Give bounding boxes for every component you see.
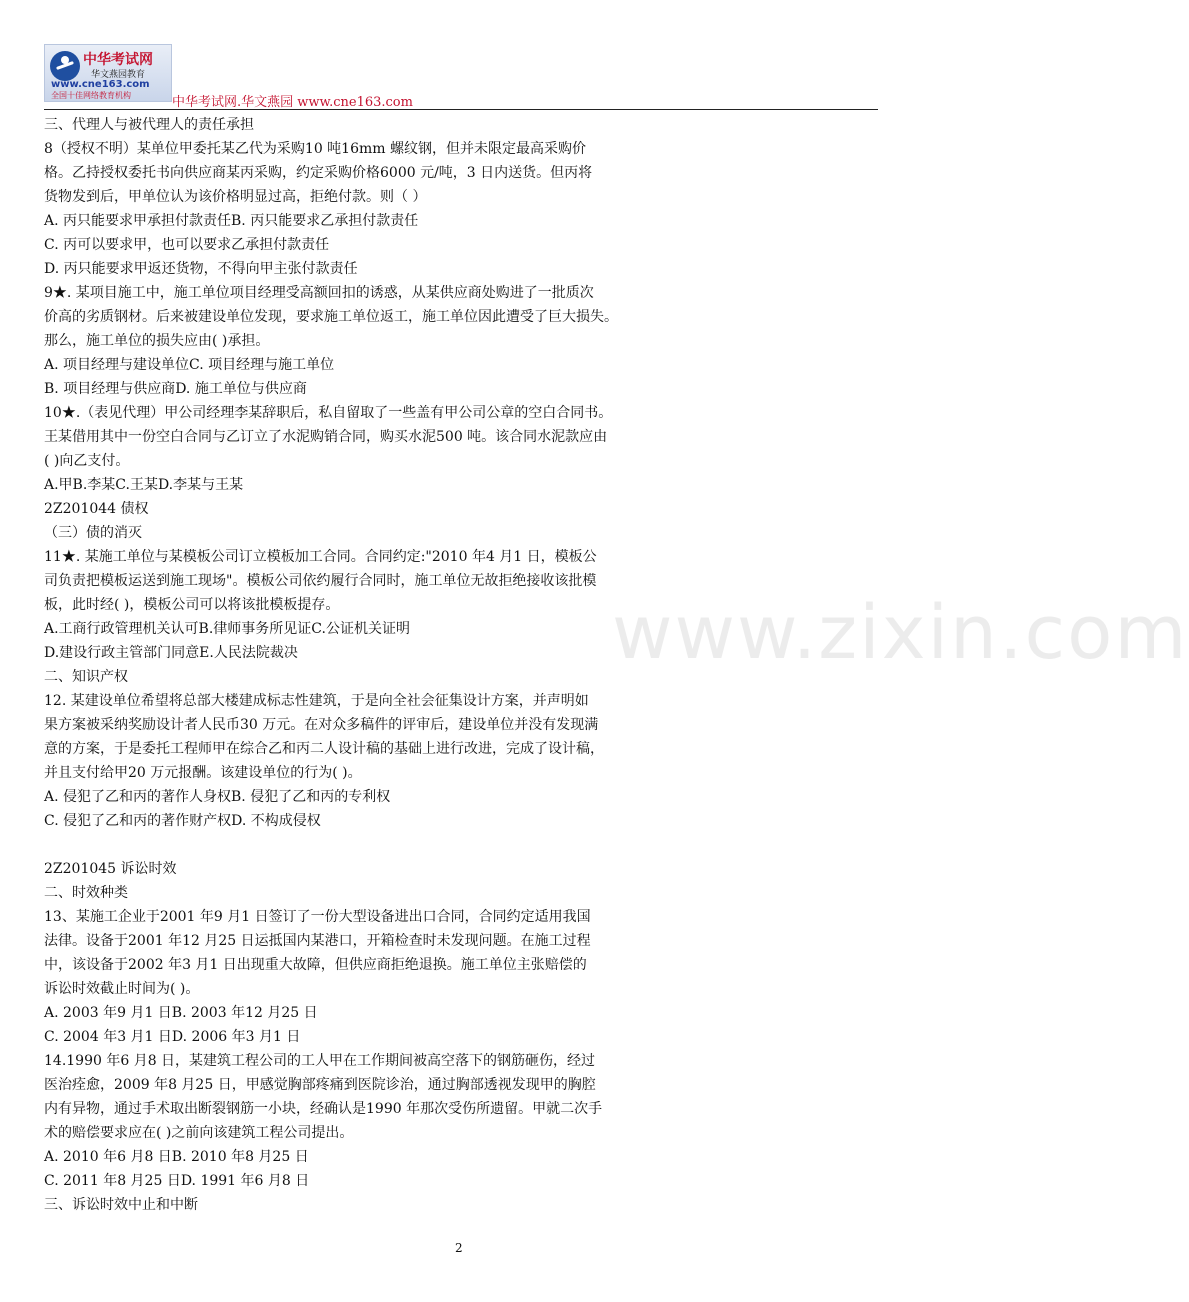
option-line: B. 项目经理与供应商D. 施工单位与供应商 — [44, 381, 307, 397]
section-heading: 三、诉讼时效中止和中断 — [44, 1197, 198, 1213]
site-logo[interactable] — [44, 44, 172, 102]
logo-url: www.cne163.com — [51, 79, 150, 90]
question-13-line: 法律。设备于2001 年12 月25 日运抵国内某港口，开箱检查时未发现问题。在施工过程 — [44, 933, 591, 949]
option-line: A. 侵犯了乙和丙的著作人身权B. 侵犯了乙和丙的专利权 — [44, 789, 391, 805]
question-8-line: 格。乙持授权委托书向供应商某丙采购，约定采购价格6000 元/吨，3 日内送货。但丙将 — [44, 165, 593, 181]
subsection-heading: 二、时效种类 — [44, 885, 128, 901]
section-heading: 二、知识产权 — [44, 669, 128, 685]
option-line: A.甲B.李某C.王某D.李某与王某 — [44, 477, 244, 493]
option-line: D.建设行政主管部门同意E.人民法院裁决 — [44, 645, 298, 661]
logo-tagline: 全国十佳网络教育机构 — [51, 91, 131, 100]
page-number: 2 — [455, 1241, 463, 1255]
question-10-line: ( )向乙支付。 — [44, 453, 130, 469]
question-11-line: 板，此时经( )，模板公司可以将该批模板提存。 — [44, 597, 340, 613]
question-13-line: 13、某施工企业于2001 年9 月1 日签订了一份大型设备进出口合同，合同约定适用我国 — [44, 909, 591, 925]
watermark: www.zixin.com — [612, 590, 1189, 676]
question-12-line: 12. 某建设单位希望将总部大楼建成标志性建筑，于是向全社会征集设计方案，并声明如 — [44, 693, 589, 709]
question-9-line: 那么，施工单位的损失应由( )承担。 — [44, 333, 270, 349]
subsection-heading: （三）债的消灭 — [44, 525, 142, 541]
option-line: C. 丙可以要求甲，也可以要求乙承担付款责任 — [44, 237, 330, 253]
option-line: A. 项目经理与建设单位C. 项目经理与施工单位 — [44, 357, 335, 373]
option-line: A. 2003 年9 月1 日B. 2003 年12 月25 日 — [44, 1005, 318, 1021]
option-line: A. 丙只能要求甲承担付款责任B. 丙只能要求乙承担付款责任 — [44, 213, 419, 229]
question-12-line: 并且支付给甲20 万元报酬。该建设单位的行为( )。 — [44, 765, 362, 781]
option-line: D. 丙只能要求甲返还货物，不得向甲主张付款责任 — [44, 261, 358, 277]
section-heading: 2Z201044 债权 — [44, 501, 149, 517]
question-14-line: 内有异物，通过手术取出断裂钢筋一小块，经确认是1990 年那次受伤所遗留。甲就二次手 — [44, 1101, 603, 1117]
question-10-line: 10★.（表见代理）甲公司经理李某辞职后，私自留取了一些盖有甲公司公章的空白合同书。 — [44, 405, 613, 421]
option-line: A.工商行政管理机关认可B.律师事务所见证C.公证机关证明 — [44, 621, 410, 637]
section-heading: 三、代理人与被代理人的责任承担 — [44, 117, 254, 133]
question-11-line: 11★. 某施工单位与某模板公司订立模板加工合同。合同约定:"2010 年4 月1 日，模板公 — [44, 549, 597, 565]
question-12-line: 果方案被采纳奖励设计者人民币30 万元。在对众多稿件的评审后，建设单位并没有发现满 — [44, 717, 599, 733]
question-13-line: 诉讼时效截止时间为( )。 — [44, 981, 200, 997]
question-9-line: 价高的劣质钢材。后来被建设单位发现，要求施工单位返工，施工单位因此遭受了巨大损失。 — [44, 309, 618, 325]
option-line: C. 2004 年3 月1 日D. 2006 年3 月1 日 — [44, 1029, 301, 1045]
logo-emblem-icon — [50, 51, 80, 81]
header-site-link[interactable]: 中华考试网.华文燕园 www.cne163.com — [172, 95, 413, 110]
question-9-line: 9★. 某项目施工中，施工单位项目经理受高额回扣的诱惑，从某供应商处购进了一批质次 — [44, 285, 594, 301]
logo-brand: 中华考试网 — [83, 52, 153, 68]
question-10-line: 王某借用其中一份空白合同与乙订立了水泥购销合同，购买水泥500 吨。该合同水泥款应由 — [44, 429, 608, 445]
option-line: C. 侵犯了乙和丙的著作财产权D. 不构成侵权 — [44, 813, 321, 829]
question-11-line: 司负责把模板运送到施工现场"。模板公司依约履行合同时，施工单位无故拒绝接收该批模 — [44, 573, 597, 589]
option-line: C. 2011 年8 月25 日D. 1991 年6 月8 日 — [44, 1173, 310, 1189]
question-8-line: 8（授权不明）某单位甲委托某乙代为采购10 吨16mm 螺纹钢，但并未限定最高采购价 — [44, 141, 586, 157]
question-13-line: 中，该设备于2002 年3 月1 日出现重大故障，但供应商拒绝退换。施工单位主张赔偿的 — [44, 957, 587, 973]
section-heading: 2Z201045 诉讼时效 — [44, 861, 177, 877]
question-12-line: 意的方案，于是委托工程师甲在综合乙和丙二人设计稿的基础上进行改进，完成了设计稿， — [44, 741, 604, 757]
question-14-line: 医治痊愈，2009 年8 月25 日，甲感觉胸部疼痛到医院诊治，通过胸部透视发现甲的胸腔 — [44, 1077, 596, 1093]
option-line: A. 2010 年6 月8 日B. 2010 年8 月25 日 — [44, 1149, 309, 1165]
header-divider — [44, 109, 878, 110]
question-14-line: 术的赔偿要求应在( )之前向该建筑工程公司提出。 — [44, 1125, 354, 1141]
logo-subtitle: 华文燕园教育 — [91, 70, 146, 80]
question-14-line: 14.1990 年6 月8 日，某建筑工程公司的工人甲在工作期间被高空落下的钢筋砸伤，经过 — [44, 1053, 596, 1069]
question-8-line: 货物发到后，甲单位认为该价格明显过高，拒绝付款。则（ ） — [44, 189, 427, 205]
